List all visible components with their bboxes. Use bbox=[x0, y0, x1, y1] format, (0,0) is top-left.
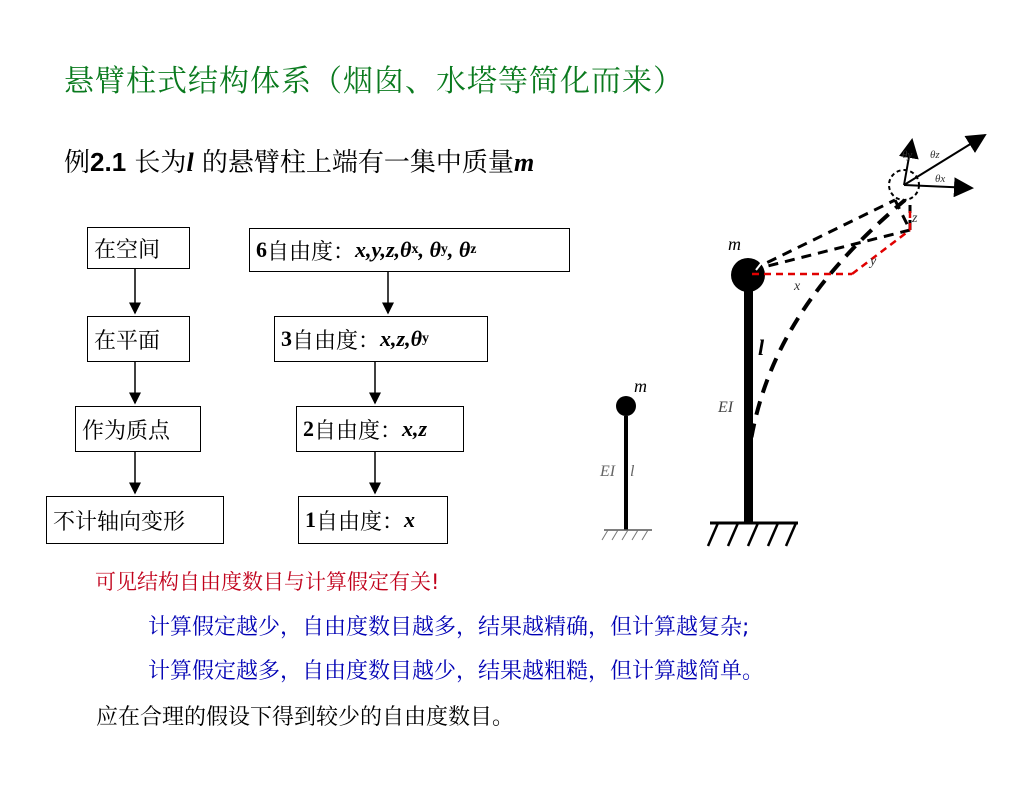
flow-box-6dof: 6 自由度： x,y,z, θ x , θ y , θ z bbox=[249, 228, 570, 272]
dof-label: 自由度： bbox=[267, 239, 356, 265]
flow-box-2dof bbox=[296, 406, 464, 452]
dof-count: 2 bbox=[303, 416, 314, 441]
dof-vars: x bbox=[404, 507, 416, 532]
small-ei-label: EI bbox=[600, 463, 616, 480]
large-m-label: m bbox=[728, 234, 741, 254]
summary-line: 应在合理的假设下得到较少的自由度数目。 bbox=[96, 705, 515, 730]
dof-label: 自由度： bbox=[314, 418, 403, 444]
large-column-line bbox=[744, 282, 753, 522]
example-text2: 的悬臂柱上端有一集中质量 bbox=[193, 148, 514, 178]
small-m-label: m bbox=[634, 376, 647, 396]
example-number: 2.1 bbox=[90, 147, 127, 177]
large-mass bbox=[731, 258, 765, 292]
dof-count: 6 bbox=[256, 237, 267, 262]
flow-box-space bbox=[87, 227, 190, 269]
large-column-diagram bbox=[690, 130, 1000, 555]
example-l: l bbox=[186, 148, 194, 177]
flow-box-plane bbox=[87, 316, 190, 362]
theta-sub: x bbox=[411, 242, 419, 257]
theta: θ bbox=[410, 326, 422, 351]
theta: θ bbox=[458, 237, 471, 262]
theta-z-label: θz bbox=[930, 149, 940, 161]
large-l-label: l bbox=[758, 335, 765, 360]
assumption-line-1: 计算假定越少，自由度数目越多，结果越精确，但计算越复杂; bbox=[148, 615, 750, 640]
dof-label: 自由度： bbox=[316, 509, 405, 535]
small-mass bbox=[616, 396, 636, 416]
small-column-diagram bbox=[590, 370, 670, 550]
theta-x-label: θx bbox=[935, 173, 946, 185]
y-label: y bbox=[870, 254, 877, 269]
dof-label: 自由度： bbox=[292, 328, 381, 354]
flow-label: 在平面 bbox=[94, 328, 161, 354]
assumption-line-2: 计算假定越多，自由度数目越少，结果越粗糙，但计算越简单。 bbox=[148, 659, 765, 684]
flow-label: 作为质点 bbox=[82, 418, 171, 444]
theta: θ bbox=[429, 237, 441, 262]
example-m: m bbox=[513, 148, 535, 177]
dof-vars: x,y,z, bbox=[355, 237, 401, 262]
flow-label: 不计轴向变形 bbox=[53, 509, 186, 535]
dof-count: 3 bbox=[281, 326, 292, 351]
theta: θ bbox=[400, 237, 412, 262]
deflected-curve bbox=[748, 200, 905, 460]
theta-sub: y bbox=[422, 331, 429, 346]
example-text1: 长为 bbox=[126, 148, 187, 178]
flow-box-particle bbox=[75, 406, 201, 452]
theta-sub: z bbox=[470, 242, 477, 257]
theta-sub: y bbox=[440, 242, 448, 257]
large-ei-label: EI bbox=[718, 399, 734, 416]
dof-vars: x,z bbox=[402, 416, 428, 441]
z-label: z bbox=[912, 211, 918, 226]
x-label: x bbox=[794, 279, 801, 294]
flow-box-1dof bbox=[298, 496, 448, 544]
example-prefix: 例 bbox=[64, 148, 91, 178]
conclusion-text: 可见结构自由度数目与计算假定有关! bbox=[95, 570, 440, 594]
flow-label: 在空间 bbox=[94, 237, 161, 263]
dof-count: 1 bbox=[305, 507, 316, 532]
flow-box-3dof bbox=[274, 316, 488, 362]
flow-box-no-axial bbox=[46, 496, 224, 544]
dof-vars: x,z, bbox=[380, 326, 411, 351]
page-title: 悬臂柱式结构体系（烟囱、水塔等简化而来） bbox=[64, 64, 684, 99]
small-l-label: l bbox=[630, 463, 635, 480]
theta-y-label: θy bbox=[902, 149, 913, 161]
